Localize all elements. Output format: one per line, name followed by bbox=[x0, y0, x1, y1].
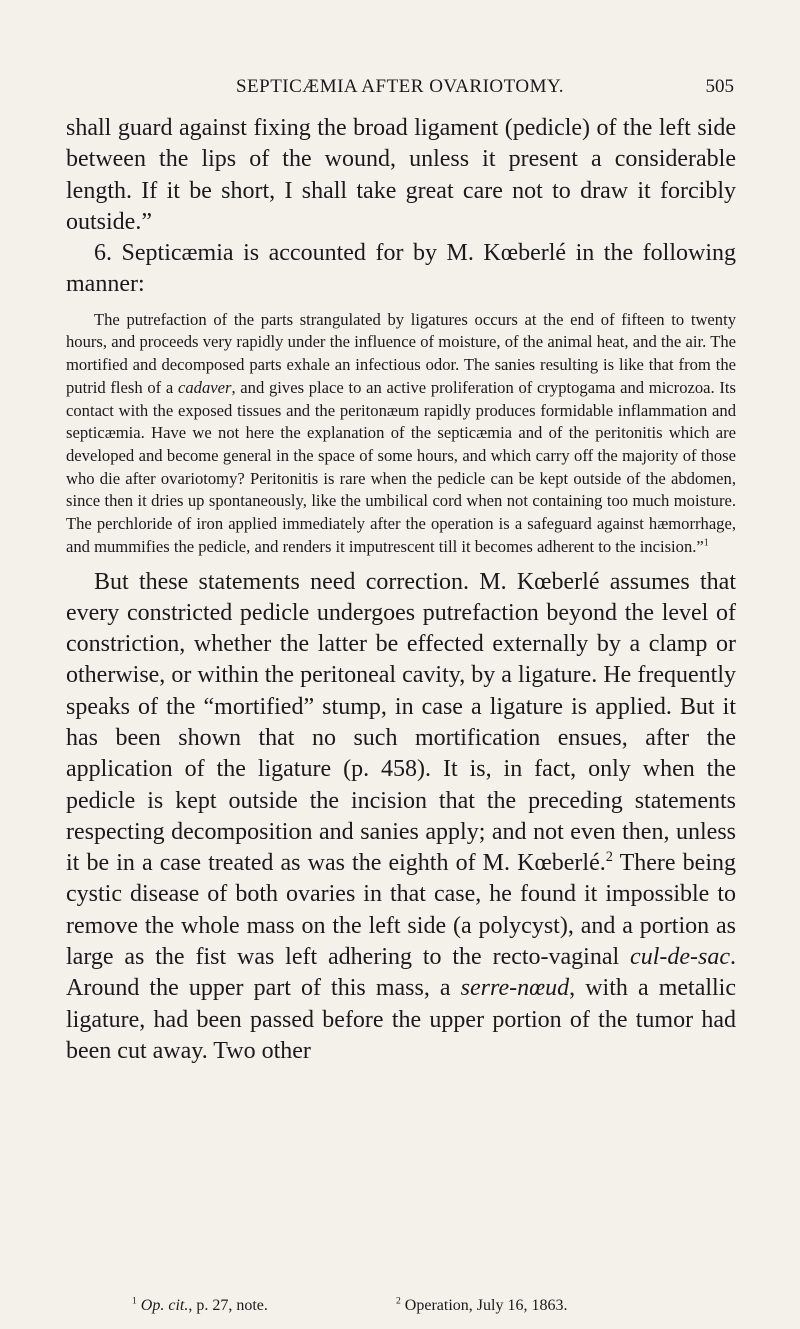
paragraph-correction bbox=[66, 567, 736, 1068]
para3-italic-culdesac: cul-de-sac bbox=[630, 944, 730, 971]
para3-italic-serrenoeud: serre-nœud bbox=[460, 975, 570, 1002]
para3-text-3: . Around the upper part of this mass, a bbox=[66, 944, 736, 1002]
paragraph-septicaemia: 6. Septicæmia is accounted for by M. Kœberlé in the following manner: bbox=[66, 240, 736, 298]
footnote-2-mark: 2 bbox=[396, 1295, 401, 1307]
running-head: SEPTICÆMIA AFTER OVARIOTOMY. bbox=[235, 76, 565, 97]
page-header bbox=[66, 74, 734, 104]
footnote-2 bbox=[396, 1297, 567, 1315]
page-number: 505 bbox=[705, 76, 734, 97]
quote-text-2: , and gives place to an active proliferation of cryptogama and microzoa. Its contact with the exposed tissues and the peritonæum rapidly produces formidable inflammation and septicæmia. Have we not here the explanation of the septicæmia and of the peritonitis which are developed and become general in the space of some hours, and which carry off the majority of those who die after ovariotomy? Peritonitis is rare when the pedicle can be kept outside of the abdomen, since then it dries up spontaneously, like the umbilical cord when not containing too much moisture. The perchloride of iron applied immediately after the operation is a safeguard against hæmorrhage, and mummifies the pedicle, and renders it imputrescent till it becomes adherent to the incision.” bbox=[66, 377, 736, 556]
footnote-ref-2: 2 bbox=[605, 849, 613, 866]
para3-text-4: , with a metallic ligature, had been passed before the upper portion of the tumor had been cut away. Two other bbox=[66, 975, 737, 1064]
footnote-1 bbox=[132, 1297, 268, 1315]
quote-text-1: The putrefaction of the parts strangulated by ligatures occurs at the end of fifteen to twenty hours, and proceeds very rapidly under the influence of moisture, of the animal heat, and the air. The mortified and decomposed parts exhale an infectious odor. The sanies resulting is like that from the putrid flesh of a bbox=[66, 309, 736, 397]
quote-italic-cadaver: cadaver bbox=[177, 377, 232, 397]
para3-text-1: But these statements need correction. M. Kœberlé assumes that every constricted pedicle undergoes putrefaction beyond the level of constriction, whether the latter be effected externally by a clamp or otherwise, or within the peritoneal cavity, by a ligature. He frequently speaks of the “mortified” stump, in case a ligature is applied. But it has been shown that no such mortification ensues, after the application of the ligature (p. 458). It is, in fact, only when the pedicle is kept outside the incision that the preceding statements respecting decomposition and sanies apply; and not even then, unless it be in a case treated as was the eighth of M. Kœberlé. bbox=[66, 568, 736, 877]
paragraph-continuation: shall guard against fixing the broad ligament (pedicle) of the left side between the lips of the wound, unless it present a considerable length. If it be short, I shall take great care not to draw it forcibly outside.” bbox=[66, 115, 736, 235]
footnote-2-text: Operation, July 16, 1863. bbox=[400, 1297, 568, 1314]
para3-text-2: There being cystic disease of both ovaries in that case, he found it impossible to remove the whole mass on the left side (a polycyst), and a portion as large as the fist was left adhering to the recto-vaginal bbox=[66, 850, 737, 971]
block-quotation bbox=[66, 309, 736, 559]
footnote-1-text: , p. 27, note. bbox=[188, 1297, 268, 1314]
footnote-ref-1: 1 bbox=[703, 537, 709, 549]
footnote-1-italic: Op. cit. bbox=[140, 1297, 189, 1314]
footnote-1-mark: 1 bbox=[132, 1295, 137, 1307]
body-text bbox=[66, 113, 736, 1067]
